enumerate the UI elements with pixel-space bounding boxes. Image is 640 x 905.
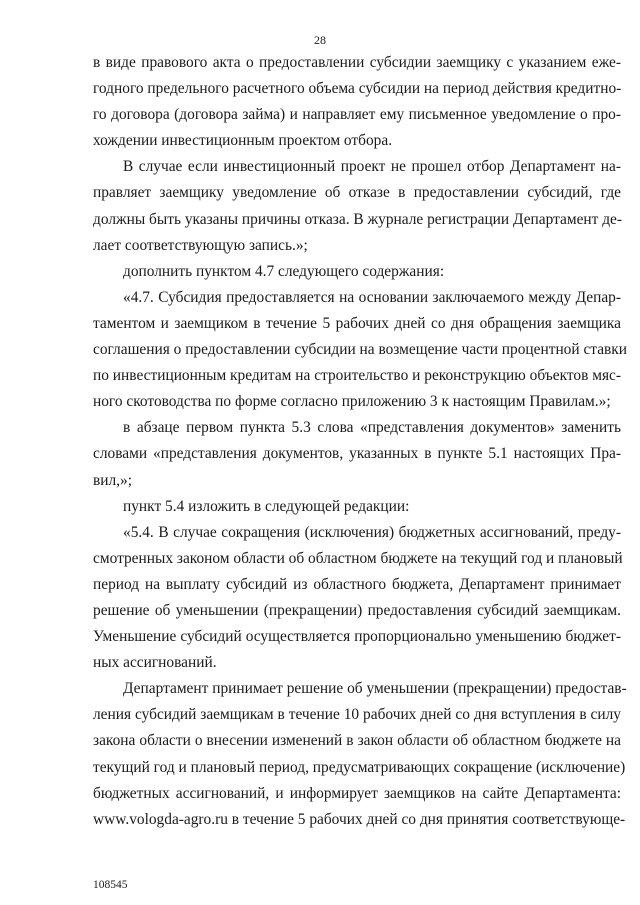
text-line: пункт 5.4 изложить в следующей редакции: [123,497,410,515]
paragraph [93,50,621,154]
paragraph [93,494,621,520]
paragraph [93,259,621,285]
text-line: смотренных законом области об областном бюджете на текущий год и плановый [93,549,623,567]
text-line: ного скотоводства по форме согласно приложению 3 к настоящим Правилам.»; [93,393,611,411]
text-line: ных ассигнований. [93,654,217,672]
paragraph [93,520,621,677]
text-line: в абзаце первом пункта 5.3 слова «представления документов» заменить [123,419,621,437]
paragraph [93,154,621,258]
text-line: таментом и заемщиком в течение 5 рабочих дней со дня обращения заемщика [93,314,621,332]
page-number: 28 [314,33,326,47]
text-line: соглашения о предоставлении субсидии на возмещение части процентной ставки [93,341,628,359]
text-line: решение об уменьшении (прекращении) предоставления субсидий заемщикам. [93,601,621,619]
text-line: www.vologda-agro.ru в течение 5 рабочих дней со дня принятия соответствующе- [93,810,626,828]
document-body [93,50,628,833]
text-line: дополнить пунктом 4.7 следующего содержания: [123,262,445,280]
text-line: бюджетных ассигнований, и информирует заемщиков на сайте Департамента: [93,784,621,802]
text-line: лает соответствующую запись.»; [93,236,308,254]
text-line: «5.4. В случае сокращения (исключения) бюджетных ассигнований, преду- [123,523,621,541]
text-line: годного предельного расчетного объема субсидии на период действия кредитно- [93,80,622,98]
text-line: вил,»; [93,471,133,489]
text-line: правляет заемщику уведомление об отказе в предоставлении субсидий, где [93,184,621,202]
text-line: по инвестиционным кредитам на строительство и реконструкцию объектов мяс- [93,367,621,385]
text-line: Уменьшение субсидий осуществляется пропорционально уменьшению бюджет- [93,628,621,646]
text-line: ления субсидий заемщикам в течение 10 рабочих дней со дня вступления в силу [93,706,621,724]
text-line: «4.7. Субсидия предоставляется на основании заключаемого между Депар- [123,288,621,306]
text-line: период на выплату субсидий из областного бюджета, Департамент принимает [93,575,621,593]
text-line: текущий год и плановый период, предусматривающих сокращение (исключение) [93,758,626,776]
text-line: словами «представления документов, указанных в пункте 5.1 настоящих Пра- [93,445,621,463]
text-line: должны быть указаны причины отказа. В журнале регистрации Департамент де- [93,210,622,228]
paragraph [93,285,628,415]
text-line: В случае если инвестиционный проект не прошел отбор Департамент на- [123,158,621,176]
text-line: го договора (договора займа) и направляет ему письменное уведомление о про- [93,106,621,124]
paragraph [93,676,627,833]
text-line: хождении инвестиционным проектом отбора. [93,132,393,150]
text-line: Департамент принимает решение об уменьшении (прекращении) предостав- [123,680,627,698]
text-line: в виде правового акта о предоставлении субсидии заемщику с указанием еже- [93,54,621,71]
text-line: закона области о внесении изменений в закон области об областном бюджете на [93,732,621,750]
document-code: 108545 [93,879,128,891]
paragraph [93,415,621,493]
